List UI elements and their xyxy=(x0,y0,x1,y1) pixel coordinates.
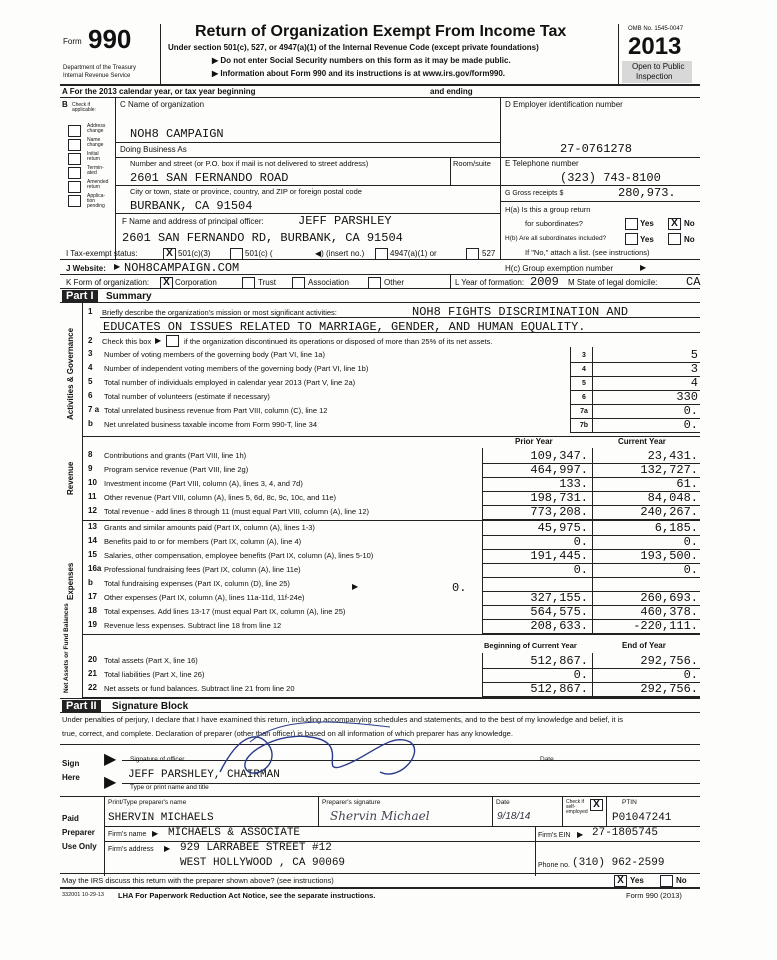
rule xyxy=(60,698,700,699)
part2-label: Part II xyxy=(62,700,101,713)
net-line-text: Total assets (Part X, line 16) xyxy=(104,656,198,665)
ha-yes-checkbox[interactable] xyxy=(625,218,638,230)
rev-line-prior: 198,731. xyxy=(530,491,588,505)
rule xyxy=(482,577,700,578)
gross-receipts: 280,973. xyxy=(618,186,676,200)
gov-line-text: Net unrelated business taxable income from Form 990-T, line 34 xyxy=(104,420,318,429)
rev-line-no: 11 xyxy=(88,492,97,501)
firm-ein-label: Firm's EIN xyxy=(538,832,571,839)
divider xyxy=(450,274,451,288)
ha-label: H(a) Is this a group return xyxy=(505,205,591,214)
rev-line-text: Contributions and grants (Part VIII, line 1h) xyxy=(104,451,247,460)
exp-line-current: 260,693. xyxy=(640,591,698,605)
eoy-header: End of Year xyxy=(622,641,666,650)
exp-line-no: 14 xyxy=(88,536,97,545)
assoc-label: Association xyxy=(308,278,349,287)
status-527-label: 527 xyxy=(482,249,496,258)
discuss-no-label: No xyxy=(676,876,687,885)
check-b-1-checkbox[interactable] xyxy=(68,139,81,151)
type-print-label: Type or print name and title xyxy=(130,784,209,791)
check-b-1-label: Name change xyxy=(87,137,104,148)
exp-line-text: Benefits paid to or for members (Part IX, column (A), line 4) xyxy=(104,537,302,546)
status-501c3-label: 501(c)(3) xyxy=(178,249,211,258)
prior-year-header: Prior Year xyxy=(515,437,553,446)
gov-line-no: 5 xyxy=(88,377,93,386)
gov-line-value: 3 xyxy=(690,362,698,376)
rev-line-current: 240,267. xyxy=(640,505,698,519)
rule xyxy=(570,432,700,433)
d-label: D Employer identification number xyxy=(505,100,623,109)
insert-no-text: ) (insert no.) xyxy=(321,249,365,258)
other-label: Other xyxy=(384,278,405,287)
current-year-header: Current Year xyxy=(618,437,666,446)
check-b-3-label: Termin-ated xyxy=(87,165,104,176)
divider xyxy=(500,97,501,259)
line-1-text: Briefly describe the organization's mission or most significant activities: xyxy=(102,308,337,317)
rev-line-no: 8 xyxy=(88,450,93,459)
firm-addr-arrow: ▶ xyxy=(164,844,171,853)
rule xyxy=(60,288,700,289)
divider xyxy=(160,24,161,84)
date-label: Date xyxy=(540,756,554,763)
info-note-text: Information about Form 990 and its instructions is at www.irs.gov/form990. xyxy=(220,69,506,78)
status-4947-label: 4947(a)(1) or xyxy=(390,249,437,258)
corp-label: Corporation xyxy=(175,278,217,287)
trust-label: Trust xyxy=(258,278,276,287)
gov-line-box: 4 xyxy=(582,366,586,373)
ssn-note-text: Do not enter Social Security numbers on this form as it may be made public. xyxy=(220,56,511,65)
divider xyxy=(115,97,116,259)
divider xyxy=(592,347,593,433)
website-value: NOH8CAMPAIGN.COM xyxy=(124,261,240,275)
gov-line-value: 5 xyxy=(690,348,698,362)
open-public-2: Inspection xyxy=(636,72,673,81)
org-name: NOH8 CAMPAIGN xyxy=(130,127,224,141)
exp-line-no: b xyxy=(88,578,93,587)
firm-addr-label: Firm's address xyxy=(108,846,154,853)
status-501c-checkbox[interactable] xyxy=(230,248,243,260)
line-a-label: A For the 2013 calendar year, or tax year beginning xyxy=(62,87,256,96)
rule xyxy=(60,873,700,874)
footer-form-ref: Form 990 (2013) xyxy=(626,891,682,900)
exp-line-prior: 0. xyxy=(573,563,588,577)
gov-line-no: 4 xyxy=(88,363,93,372)
rev-line-no: 9 xyxy=(88,464,93,473)
l-label: L Year of formation: xyxy=(455,278,525,287)
room-label: Room/suite xyxy=(453,159,491,168)
exp-line-prior: 208,633. xyxy=(530,619,588,633)
prep-sig-label: Preparer's signature xyxy=(322,799,381,806)
firm-ein-arrow: ▶ xyxy=(577,830,584,839)
here-label: Here xyxy=(62,773,80,782)
ha-sub: for subordinates? xyxy=(525,219,583,228)
rev-line-prior: 109,347. xyxy=(530,449,588,463)
rev-line-text: Investment income (Part VIII, column (A), lines 3, 4, and 7d) xyxy=(104,479,303,488)
net-line-prior: 512,867. xyxy=(530,682,588,696)
rule xyxy=(60,84,700,86)
exp-line-current: 460,378. xyxy=(640,605,698,619)
insert-no-label: ◀) (insert no.) xyxy=(315,249,365,258)
self-employed-checkbox[interactable]: X xyxy=(590,799,603,811)
prep-name-label: Print/Type preparer's name xyxy=(108,799,187,806)
rev-line-prior: 464,997. xyxy=(530,463,588,477)
side-label-net: Net Assets or Fund Balances xyxy=(63,603,70,693)
discuss-yes-label: Yes xyxy=(630,876,644,885)
exp-line-prior: 191,445. xyxy=(530,549,588,563)
check-b-5-label: Applica-tion pending xyxy=(87,193,106,209)
side-label-exp: Expenses xyxy=(66,562,75,600)
fundraising-value: 0. xyxy=(452,581,467,595)
firm-name: MICHAELS & ASSOCIATE xyxy=(168,827,301,839)
mission-line-2: EDUCATES ON ISSUES RELATED TO MARRIAGE, GENDER, AND HUMAN EQUALITY. xyxy=(103,320,586,334)
discuss-yes-checkbox[interactable]: X xyxy=(614,875,627,887)
exp-line-text: Total expenses. Add lines 13-17 (must equal Part IX, column (A), line 25) xyxy=(104,607,346,616)
check-if-label: Check if applicable: xyxy=(72,102,96,113)
gov-line-value: 4 xyxy=(690,376,698,390)
divider xyxy=(492,796,493,826)
open-public-1: Open to Public xyxy=(632,62,685,71)
sign-arrow: ▶ xyxy=(104,774,117,791)
gov-line-text: Number of voting members of the governing body (Part VI, line 1a) xyxy=(104,350,325,359)
exp-line-no: 16a xyxy=(88,564,102,573)
street-label: Number and street (or P.O. box if mail is not delivered to street address) xyxy=(130,159,369,168)
exp-line-text: Total fundraising expenses (Part IX, column (D), line 25) xyxy=(104,579,290,588)
exp-line-text: Other expenses (Part IX, column (A), lines 11a-11d, 11f-24e) xyxy=(104,593,305,602)
exp-line-text: Grants and similar amounts paid (Part IX, column (A), lines 1-3) xyxy=(104,523,315,532)
check-b-4-label: Amended return xyxy=(87,179,109,190)
exp-line-current: 0. xyxy=(683,563,698,577)
rev-line-prior: 133. xyxy=(559,477,588,491)
ssn-note: ▶ Do not enter Social Security numbers on this form as it may be made public. xyxy=(212,56,511,65)
rev-line-current: 132,727. xyxy=(640,463,698,477)
corp-checkbox[interactable]: X xyxy=(160,277,173,289)
line-2-text: Check this box xyxy=(102,337,152,346)
discuss-no-checkbox[interactable] xyxy=(660,875,673,887)
firm-address-2: WEST HOLLYWOOD , CA 90069 xyxy=(180,857,346,869)
preparer-date: 9/18/14 xyxy=(497,811,531,822)
street-address: 2601 SAN FERNANDO ROAD xyxy=(130,171,289,185)
part1-label: Part I xyxy=(62,290,98,303)
rule xyxy=(100,332,700,333)
net-line-text: Total liabilities (Part X, line 26) xyxy=(104,670,205,679)
rule xyxy=(60,796,700,797)
exp-line-no: 17 xyxy=(88,592,97,601)
omb-number: OMB No. 1545-0047 xyxy=(628,26,684,32)
phone-label: Phone no. xyxy=(538,862,570,869)
footer-code: 332001 10-29-13 xyxy=(62,892,104,898)
gov-line-box: 7a xyxy=(580,408,588,415)
f-label: F Name and address of principal officer: xyxy=(122,217,264,226)
gov-line-text: Total number of individuals employed in calendar year 2013 (Part V, line 2a) xyxy=(104,378,356,387)
check-b-4-checkbox[interactable] xyxy=(68,181,81,193)
check-self-label: Check if self-employed xyxy=(566,799,588,815)
divider xyxy=(592,520,593,634)
e-label: E Telephone number xyxy=(505,159,579,168)
exp-line-text: Revenue less expenses. Subtract line 18 from line 12 xyxy=(104,621,282,630)
gov-line-no: 6 xyxy=(88,391,93,400)
hb-note: If "No," attach a list. (see instructions) xyxy=(525,248,650,257)
line-a-ending: and ending xyxy=(430,87,473,96)
hb-label: H(b) Are all subordinates included? xyxy=(505,235,607,242)
firm-ein: 27-1805745 xyxy=(592,827,659,839)
exp-line-prior: 327,155. xyxy=(530,591,588,605)
boy-header: Beginning of Current Year xyxy=(484,641,577,650)
gov-line-no: 7 a xyxy=(88,405,100,414)
exp-line-current: -220,111. xyxy=(633,619,698,633)
net-line-prior: 0. xyxy=(573,668,588,682)
gov-line-box: 3 xyxy=(582,352,586,359)
rule xyxy=(500,201,700,202)
rev-line-current: 23,431. xyxy=(647,449,698,463)
fundraising-arrow: ▶ xyxy=(352,582,359,591)
form-title: Return of Organization Exempt From Income Tax xyxy=(195,23,567,40)
gov-line-value: 0. xyxy=(683,404,698,418)
divider xyxy=(482,653,483,697)
divider xyxy=(592,653,593,697)
net-line-no: 20 xyxy=(88,655,97,664)
ein-value: 27-0761278 xyxy=(560,142,633,156)
check-b-0-checkbox[interactable] xyxy=(68,125,81,137)
line-2-rest: if the organization discontinued its operations or disposed of more than 25% of its net assets. xyxy=(184,337,493,346)
rule xyxy=(500,157,700,158)
officer-signature xyxy=(190,712,430,794)
part2-title: Signature Block xyxy=(112,701,189,712)
firm-name-label: Firm's name xyxy=(108,831,147,838)
exp-line-current: 193,500. xyxy=(640,549,698,563)
ha-no-checkbox[interactable]: X xyxy=(668,218,681,230)
divider xyxy=(562,796,563,826)
gov-line-value: 0. xyxy=(683,418,698,432)
gov-line-text: Total number of volunteers (estimate if necessary) xyxy=(104,392,270,401)
exp-line-no: 13 xyxy=(88,522,97,531)
rule xyxy=(82,436,700,437)
rule xyxy=(82,520,700,521)
exp-line-no: 19 xyxy=(88,620,97,629)
side-label-rev: Revenue xyxy=(66,461,75,495)
preparer-name: SHERVIN MICHAELS xyxy=(108,812,214,824)
ha-yes-label: Yes xyxy=(640,219,654,228)
firm-name-arrow: ▶ xyxy=(152,829,159,838)
rev-line-text: Program service revenue (Part VIII, line 2g) xyxy=(104,465,249,474)
preparer-signature: Shervin Michael xyxy=(330,809,430,823)
info-note: ▶ Information about Form 990 and its instructions is at www.irs.gov/form990. xyxy=(212,69,506,78)
city-label: City or town, state or province, country, and ZIP or foreign postal code xyxy=(130,187,362,196)
exp-line-no: 15 xyxy=(88,550,97,559)
check-b-2-checkbox[interactable] xyxy=(68,153,81,165)
part1-title: Summary xyxy=(106,291,152,302)
exp-line-prior: 0. xyxy=(573,535,588,549)
form-subtitle: Under section 501(c), 527, or 4947(a)(1) of the Internal Revenue Code (except private foundations) xyxy=(168,43,539,52)
divider xyxy=(318,796,319,826)
status-501c3-checkbox[interactable]: X xyxy=(163,248,176,260)
divider xyxy=(606,796,607,826)
net-line-current: 292,756. xyxy=(640,682,698,696)
ptin-label: PTIN xyxy=(622,799,637,806)
net-line-no: 22 xyxy=(88,683,97,692)
website-label: J Website: xyxy=(66,264,106,273)
dba-label: Doing Business As xyxy=(120,145,187,154)
divider xyxy=(535,826,536,876)
firm-address-1: 929 LARRABEE STREET #12 xyxy=(180,842,332,854)
rule xyxy=(82,634,700,635)
check-b-3-checkbox[interactable] xyxy=(68,167,81,179)
exp-line-current: 0. xyxy=(683,535,698,549)
preparer-label: Preparer xyxy=(62,828,95,837)
gov-line-value: 330 xyxy=(676,390,698,404)
gov-line-no: 3 xyxy=(88,349,93,358)
line-2-no: 2 xyxy=(88,336,93,345)
exp-line-prior: 564,575. xyxy=(530,605,588,619)
sig-officer-label: Signature of officer xyxy=(130,756,185,763)
ha-no-label: No xyxy=(684,219,695,228)
form-org-label: K Form of organization: xyxy=(66,278,150,287)
footer-lha: LHA For Paperwork Reduction Act Notice, see the separate instructions. xyxy=(118,891,376,900)
tax-year: 2013 xyxy=(628,33,682,60)
form-number: 990 xyxy=(88,24,132,54)
net-line-prior: 512,867. xyxy=(530,654,588,668)
phone-value: (323) 743-8100 xyxy=(560,171,661,185)
rev-line-prior: 773,208. xyxy=(530,505,588,519)
divider xyxy=(482,520,483,634)
rule xyxy=(60,302,700,303)
divider xyxy=(450,157,451,185)
use-only-label: Use Only xyxy=(62,842,97,851)
hc-arrow: ▶ xyxy=(640,263,647,272)
gov-line-no: b xyxy=(88,419,93,428)
divider xyxy=(104,796,105,876)
dept-label: Department of the Treasury xyxy=(63,65,137,71)
rule xyxy=(500,259,700,260)
net-line-text: Net assets or fund balances. Subtract line 21 from line 20 xyxy=(104,684,295,693)
paid-label: Paid xyxy=(62,814,79,823)
rev-line-text: Other revenue (Part VIII, column (A), lines 5, 6d, 8c, 9c, 10c, and 11e) xyxy=(104,493,337,502)
hc-label: H(c) Group exemption number xyxy=(505,264,614,273)
website-arrow: ▶ xyxy=(114,262,121,271)
gov-line-text: Total unrelated business revenue from Part VIII, column (C), line 12 xyxy=(104,406,328,415)
penalty-line-1: Under penalties of perjury, I declare that I have examined this return, including accompanying schedules and statements, and to the best of my knowledge and belief, it is xyxy=(62,715,624,724)
check-b-5-checkbox[interactable] xyxy=(68,195,81,207)
divider xyxy=(570,347,571,433)
gov-line-box: 7b xyxy=(579,422,589,429)
divider xyxy=(618,24,619,84)
exp-line-no: 18 xyxy=(88,606,97,615)
divider xyxy=(482,448,483,520)
gov-line-box: 6 xyxy=(582,394,586,401)
sign-label: Sign xyxy=(62,759,80,768)
gov-line-text: Number of independent voting members of the governing body (Part VI, line 1b) xyxy=(104,364,369,373)
rev-line-text: Total revenue - add lines 8 through 11 (must equal Part VIII, column (A), line 12) xyxy=(104,507,369,516)
irs-label: Internal Revenue Service xyxy=(63,73,131,79)
status-4947-checkbox[interactable] xyxy=(375,248,388,260)
rev-line-no: 12 xyxy=(88,506,97,515)
rev-line-current: 61. xyxy=(676,477,698,491)
line-2-checkbox[interactable] xyxy=(166,335,179,347)
line-1-no: 1 xyxy=(88,307,93,316)
year-formed: 2009 xyxy=(530,275,559,289)
net-line-current: 0. xyxy=(683,668,698,682)
tax-status-label: I Tax-exempt status: xyxy=(66,249,138,258)
form-word: Form xyxy=(63,37,82,46)
rule xyxy=(115,157,500,158)
gov-line-box: 5 xyxy=(582,380,586,387)
g-label: G Gross receipts $ xyxy=(505,190,564,197)
hb-no-label: No xyxy=(684,235,695,244)
divider xyxy=(592,448,593,520)
rev-line-no: 10 xyxy=(88,478,97,487)
ptin-value: P01047241 xyxy=(612,812,672,824)
net-line-current: 292,756. xyxy=(640,654,698,668)
rule xyxy=(115,185,500,186)
side-label-gov: Activities & Governance xyxy=(66,327,75,420)
firm-phone: (310) 962-2599 xyxy=(572,857,665,869)
check-b-0-label: Address change xyxy=(87,123,106,134)
city-state-zip: BURBANK, CA 91504 xyxy=(130,199,253,213)
sign-arrow: ▶ xyxy=(104,751,117,768)
status-501c-label: 501(c) ( xyxy=(245,249,273,258)
rule xyxy=(60,887,700,889)
exp-line-text: Professional fundraising fees (Part IX, column (A), line 11e) xyxy=(104,565,301,574)
net-line-no: 21 xyxy=(88,669,97,678)
officer-name-title: JEFF PARSHLEY, CHAIRMAN xyxy=(128,769,280,781)
line-2-arrow: ▶ xyxy=(155,336,162,345)
exp-line-current: 6,185. xyxy=(654,521,698,535)
exp-line-text: Salaries, other compensation, employee benefits (Part IX, column (A), lines 5-10) xyxy=(104,551,374,560)
mission-line-1: NOH8 FIGHTS DISCRIMINATION AND xyxy=(412,305,629,319)
rule xyxy=(60,97,700,98)
hb-yes-checkbox[interactable] xyxy=(625,233,638,245)
prep-date-label: Date xyxy=(496,799,510,806)
b-label: B xyxy=(62,100,68,109)
rule xyxy=(115,142,500,143)
principal-officer: JEFF PARSHLEY xyxy=(298,214,392,228)
discuss-question: May the IRS discuss this return with the preparer shown above? (see instructions) xyxy=(62,876,334,885)
status-527-checkbox[interactable] xyxy=(466,248,479,260)
state-domicile: CA xyxy=(686,275,701,289)
exp-line-prior: 45,975. xyxy=(537,521,588,535)
hb-no-checkbox[interactable] xyxy=(668,233,681,245)
rule xyxy=(60,274,700,275)
officer-address: 2601 SAN FERNANDO RD, BURBANK, CA 91504 xyxy=(122,231,403,245)
penalty-line-2: true, correct, and complete. Declaration of preparer (other than officer) is based on all information of which preparer has any knowledge. xyxy=(62,729,513,738)
check-b-2-label: Initial return xyxy=(87,151,101,162)
divider xyxy=(82,302,83,698)
hb-yes-label: Yes xyxy=(640,235,654,244)
rev-line-current: 84,048. xyxy=(647,491,698,505)
c-label: C Name of organization xyxy=(120,100,205,109)
m-label: M State of legal domicile: xyxy=(568,278,658,287)
rule xyxy=(100,317,700,318)
